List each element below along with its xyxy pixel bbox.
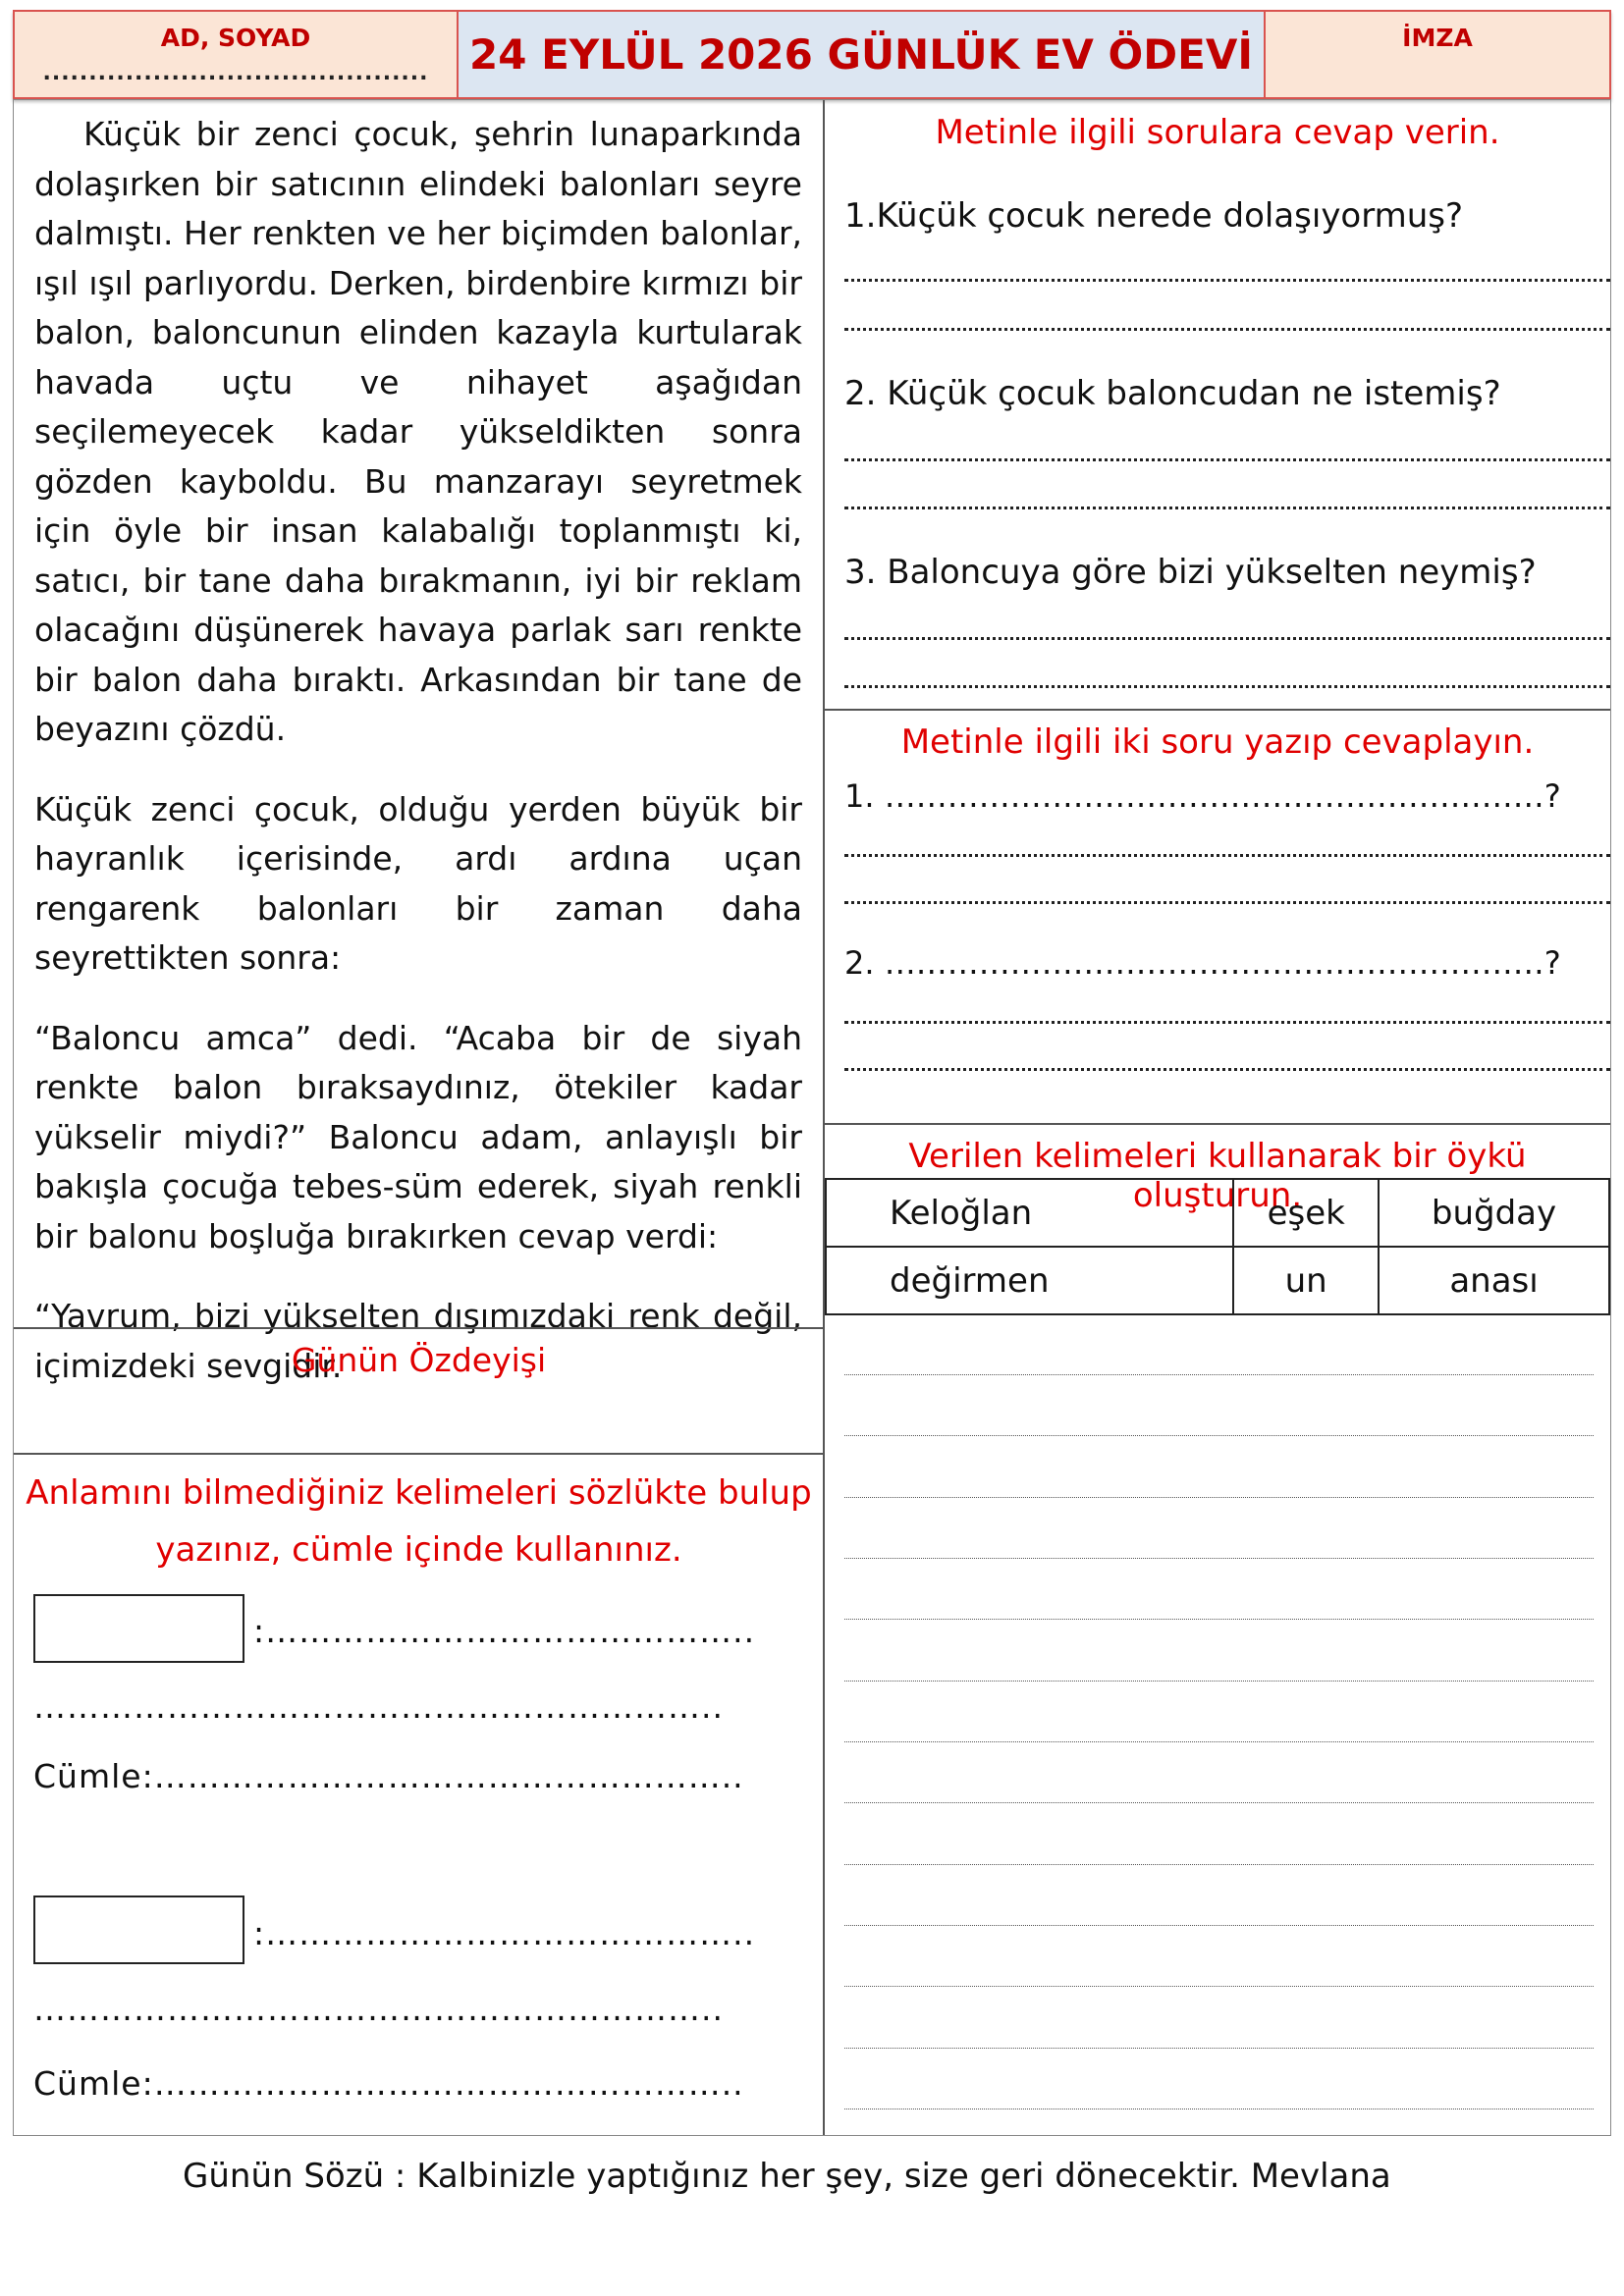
name-label: AD, SOYAD [160,24,311,52]
question-2: 2. Küçük çocuk baloncudan ne istemiş? [844,374,1501,413]
word-box-2[interactable] [33,1896,244,1964]
word-row [826,1247,1609,1314]
reading-text [34,110,802,1421]
meaning-line-2[interactable]: :…………………………………….. [253,1914,756,1952]
writing-line[interactable] [844,1435,1594,1436]
word-cell: Keloğlan [826,1179,1233,1247]
writing-line[interactable] [844,1864,1594,1865]
sentence-line-2[interactable]: Cümle:…………………………………………….. [33,2064,744,2103]
story-paragraph-3: “Baloncu amca” dedi. “Acaba bir de siyah renkte balon bıraksaydınız, ötekiler kadar yükselir miydi?” Baloncu adam, anlayışlı bir bakışla çocuğa tebes-süm ederek, siyah renkli bir balonu boşluğa bırakırken cevap verdi: [34,1018,802,1255]
story-paragraph-4: “Yavrum, bizi yükselten dışımızdaki renk değil, içimizdeki sevgidir. [34,1297,802,1385]
word-box-1[interactable] [33,1594,244,1663]
writing-line[interactable] [844,1925,1594,1926]
sentence-line-1[interactable]: Cümle:…………………………………………….. [33,1757,744,1795]
page-title: 24 EYLÜL 2026 GÜNLÜK EV ÖDEVİ [459,12,1266,97]
answer-line[interactable] [844,1021,1610,1024]
name-dots: .......................................... [42,61,429,85]
answer-line[interactable] [844,458,1610,461]
writing-line[interactable] [844,1802,1594,1803]
ozdeyis-box[interactable] [14,1327,824,1455]
writing-line[interactable] [844,1619,1594,1620]
answer-line[interactable] [844,279,1610,282]
dictionary-instruction [14,1465,824,1578]
answer-line[interactable] [844,637,1610,640]
signature-label: İMZA [1402,24,1473,52]
ozdeyis-title: Günün Özdeyişi [291,1341,547,1379]
answer-line[interactable] [844,901,1610,904]
writing-line[interactable] [844,1497,1594,1498]
section-divider [825,709,1610,711]
name-field[interactable] [15,12,459,97]
meaning-line-2b[interactable]: …………………………………………………….. [33,1990,724,2028]
writing-line[interactable] [844,1741,1594,1742]
answer-line[interactable] [844,328,1610,331]
dictionary-instruction-line-2: yazınız, cümle içinde kullanınız. [155,1530,682,1570]
answer-line[interactable] [844,854,1610,857]
meaning-line-1b[interactable]: …………………………………………………….. [33,1687,724,1726]
word-cell: un [1233,1247,1379,1314]
own-question-1[interactable]: 1. ………………………………………………………? [844,777,1561,815]
word-table [825,1178,1610,1315]
worksheet-body [13,99,1611,2136]
word-cell: buğday [1379,1179,1609,1247]
quote-of-the-day: Günün Sözü : Kalbinizle yaptığınız her şey, size geri dönecektir. Mevlana [183,2157,1391,2196]
signature-field[interactable] [1266,12,1609,97]
story-words-title: Verilen kelimeleri kullanarak bir öykü oluşturun. [908,1137,1527,1215]
writing-line[interactable] [844,1986,1594,1987]
writing-line[interactable] [844,1374,1594,1375]
questions-title: Metinle ilgili sorulara cevap verin. [935,113,1500,152]
word-row [826,1179,1609,1247]
writing-line[interactable] [844,1558,1594,1559]
dictionary-instruction-line-1: Anlamını bilmediğiniz kelimeleri sözlükte bulup [26,1473,812,1513]
word-cell: eşek [1233,1179,1379,1247]
writing-line[interactable] [844,1681,1594,1682]
column-divider [823,100,825,2135]
own-question-2[interactable]: 2. ………………………………………………………? [844,944,1561,982]
answer-line[interactable] [844,1068,1610,1071]
section-divider [825,1123,1610,1125]
answer-line[interactable] [844,685,1610,688]
answer-line[interactable] [844,507,1610,509]
word-cell: anası [1379,1247,1609,1314]
header-bar [13,10,1611,99]
question-3: 3. Baloncuya göre bizi yükselten neymiş? [844,553,1537,592]
question-1: 1.Küçük çocuk nerede dolaşıyormuş? [844,196,1464,236]
writing-line[interactable] [844,2048,1594,2049]
meaning-line-1[interactable]: :…………………………………….. [253,1612,756,1650]
story-paragraph-1: Küçük bir zenci çocuk, şehrin lunaparkında dolaşırken bir satıcının elindeki balonları seyre dalmıştı. Her renkten ve her biçimden balonlar, ışıl ışıl parlıyordu. Derken, birdenbire kırmızı bir balon, baloncunun elinden kazayla kurtularak havada uçtu ve nihayet aşağıdan seçilemeyecek kadar yükseldikten sonra gözden kayboldu. Bu manzarayı seyretmek için öyle bir insan kalabalığı toplanmıştı ki, satıcı, bir tane daha bırakmanın, iyi bir reklam olacağını düşünerek havaya parlak sarı renkte bir balon daha bıraktı. Arkasından bir tane de beyazını çözdü. [34,115,802,748]
word-cell: değirmen [826,1247,1233,1314]
story-paragraph-2: Küçük zenci çocuk, olduğu yerden büyük bir hayranlık içerisinde, ardı ardına uçan rengarenk balonları bir zaman daha seyrettikten sonra: [34,789,802,977]
own-questions-title: Metinle ilgili iki soru yazıp cevaplayın. [900,722,1535,762]
